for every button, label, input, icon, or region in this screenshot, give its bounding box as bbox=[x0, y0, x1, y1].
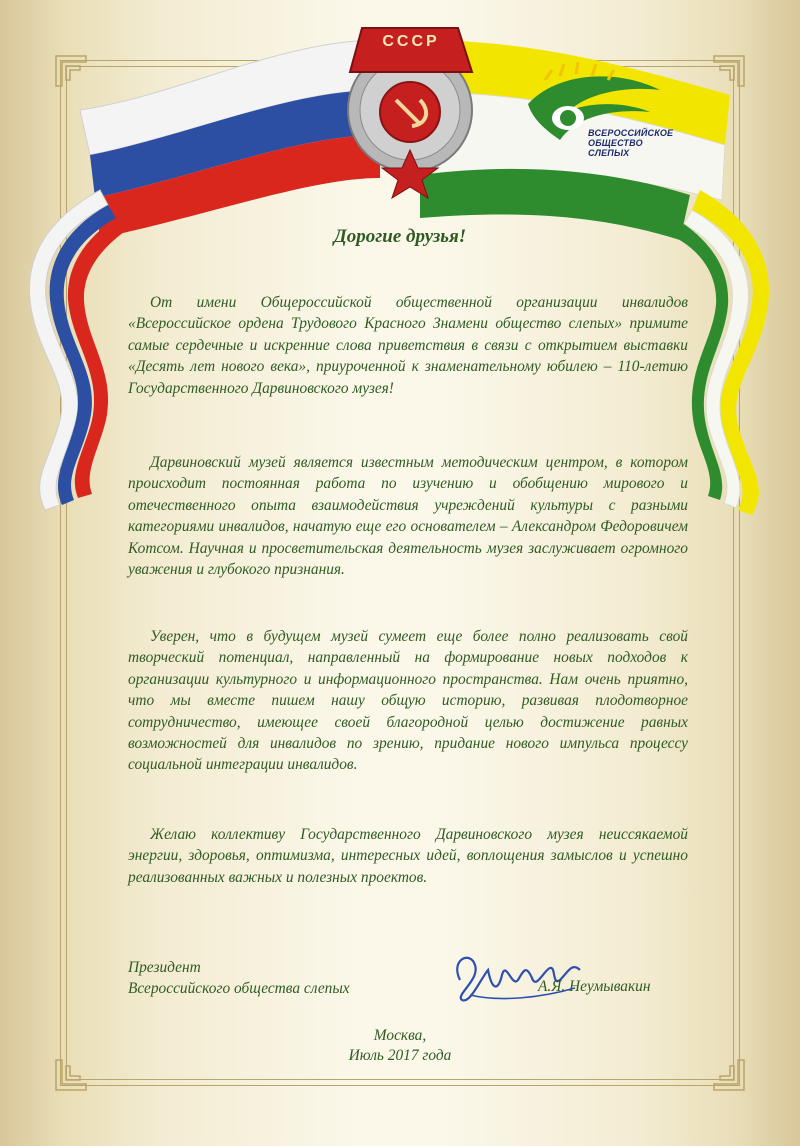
paragraph-3: Уверен, что в будущем музей сумеет еще более полно реализовать свой творческий потенциал, направленный на формирование новых подходов к организации культурного и информационного пространства. Нам очень приятно, что мы вместе пишем нашу общую историю, развивая плодотворное сотрудничество, имеющее своей благородной целью достижение равных возможностей для инвалидов по зрению, придание нового импульса процессу социальной интеграции инвалидов. bbox=[128, 628, 688, 774]
signature-name: А.Я. Неумывакин bbox=[538, 978, 651, 995]
logo-line-2: ОБЩЕСТВО bbox=[588, 138, 643, 148]
paragraph-1: От имени Общероссийской общественной организации инвалидов «Всероссийское ордена Трудового Красного Знамени общество слепых» примите самые сердечные и искренние слова приветствия в связи с открытием выставки «Десять лет нового века», приуроченной к знаменательному юбилею – 110-летию Государственного Дарвиновского музея! bbox=[128, 294, 688, 397]
logo-line-1: ВСЕРОССИЙСКОЕ bbox=[588, 128, 674, 138]
medal-text: СССР bbox=[382, 33, 440, 50]
signature-role-line-2: Всероссийского общества слепых bbox=[128, 980, 350, 998]
place: Москва, bbox=[373, 1027, 427, 1044]
handwritten-signature bbox=[440, 940, 590, 1010]
russia-flag-ribbon bbox=[29, 40, 380, 510]
society-logo-text bbox=[588, 128, 678, 158]
paragraph-4: Желаю коллективу Государственного Дарвиновского музея неиссякаемой энергии, здоровья, оптимизма, интересных идей, воплощения замыслов и успешно реализованных важных и полезных проектов. bbox=[128, 826, 688, 886]
logo-line-3: СЛЕПЫХ bbox=[588, 148, 630, 158]
place-and-date bbox=[0, 1026, 800, 1066]
date: Июль 2017 года bbox=[348, 1047, 452, 1064]
letter-title: Дорогие друзья! bbox=[333, 226, 467, 247]
signature-role bbox=[128, 957, 350, 1000]
paragraph-2: Дарвиновский музей является известным методическим центром, в котором происходит постоянная работа по изучению и обобщению мирового и отечественного опыта взаимодействия учреждений культуры с разными категориями инвалидов, начатую еще его основателем – Александром Федоровичем Котсом. Научная и просветительская деятельность музея заслуживает огромного уважения и глубокого признания. bbox=[128, 454, 688, 579]
signature-role-line-1: Президент bbox=[128, 959, 201, 976]
